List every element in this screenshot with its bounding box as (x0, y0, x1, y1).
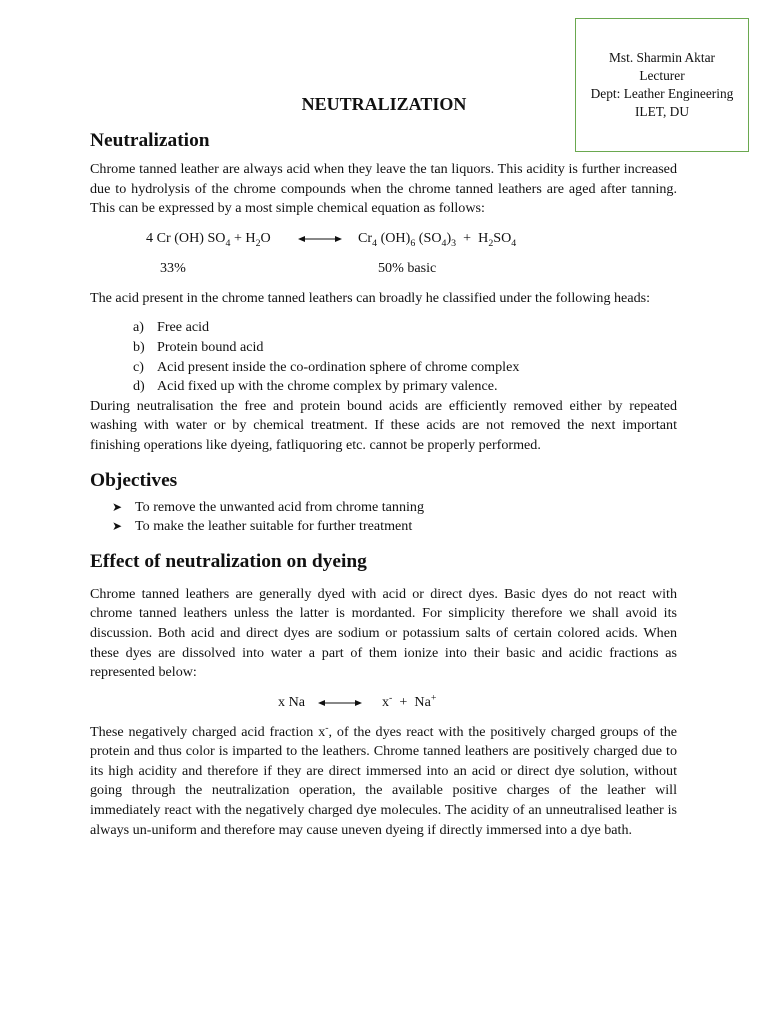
list-item: ➤ To remove the unwanted acid from chrome tanning (112, 498, 677, 518)
objectives-list (90, 498, 677, 537)
paragraph-acid-heads: The acid present in the chrome tanned leathers can broadly he classified under the following heads: (90, 289, 651, 306)
list-item: d) Acid fixed up with the chrome complex by primary valence. (133, 378, 498, 395)
equation-notes (90, 259, 677, 279)
dye-equation-left: x Na (278, 693, 306, 710)
list-item: c) Acid present inside the co-ordination sphere of chrome complex (133, 358, 520, 375)
dye-equation (90, 693, 677, 713)
arrow-bullet-icon: ➤ (112, 519, 123, 534)
document-body (90, 128, 677, 840)
paragraph-intro: Chrome tanned leather are always acid when they leave the tan liquors. This acidity is further increased due to hydrolysis of the chrome compounds when the chrome tanned leathers are aged after tanning. This can be expressed by a most simple chemical equation as follows: (90, 161, 677, 217)
acid-heads-list (90, 318, 677, 396)
document-title: NEUTRALIZATION (301, 94, 467, 114)
double-arrow-icon (298, 234, 342, 244)
double-arrow-icon (318, 698, 362, 708)
list-item: ➤ To make the leather suitable for further treatment (112, 517, 677, 537)
list-item: b) Protein bound acid (133, 338, 264, 355)
author-position: Lecturer (639, 68, 685, 83)
author-institute: ILET, DU (634, 104, 690, 119)
chrome-equation (90, 229, 677, 249)
equation-right: $Cr_4$ $(OH)_6$ $(SO_4)_3 + H_2SO_4$ (358, 229, 517, 249)
equation-left: 4 Cr (OH) $SO_4 + H_2O$ (146, 229, 271, 249)
section-heading-objectives: Objectives (90, 469, 178, 491)
section-heading-neutralization: Neutralization (90, 130, 210, 151)
paragraph-neutralisation: During neutralisation the free and protein bound acids are efficiently removed either by repeated washing with water or by chemical treatment. If these acids are not removed the next important finishing operations like dyeing, fatliquoring etc. cannot be properly performed. (90, 397, 677, 453)
list-item: a) Free acid (133, 319, 210, 336)
note-50-basic: 50% basic (378, 259, 437, 276)
arrow-bullet-icon: ➤ (112, 499, 123, 514)
author-name: Mst. Sharmin Aktar (608, 50, 715, 65)
dye-equation-right: x- + Na+ (382, 692, 437, 710)
paragraph-charged-fraction: These negatively charged acid fraction x-, of the dyes react with the positively charged groups of the protein and thus color is imparted to the leathers. Chrome tanned leathers are positively charged due to its high acidity and therefore if they are direct immersed into an acid or direct dye solution, without going through the neutralization operation, the available positive charges of the leather will immediately react with the negatively charged dye molecules. The acidity of an unneutralised leather is always un-uniform and therefore may cause uneven dyeing if directly immersed into a dye bath. (90, 722, 677, 838)
author-dept: Dept: Leather Engineering (590, 86, 734, 101)
section-heading-effect: Effect of neutralization on dyeing (90, 550, 367, 572)
paragraph-dyes: Chrome tanned leathers are generally dyed with acid or direct dyes. Basic dyes do not react with chrome tanned leathers unless the latter is mordanted. For simplicity therefore we shall avoid its discussion. Both acid and direct dyes are sodium or potassium salts of certain colored acids. When these dyes are dissolved into water a part of them ionize into their basic and acidic fractions as represented below: (90, 585, 677, 681)
note-33-percent: 33% (160, 259, 186, 276)
